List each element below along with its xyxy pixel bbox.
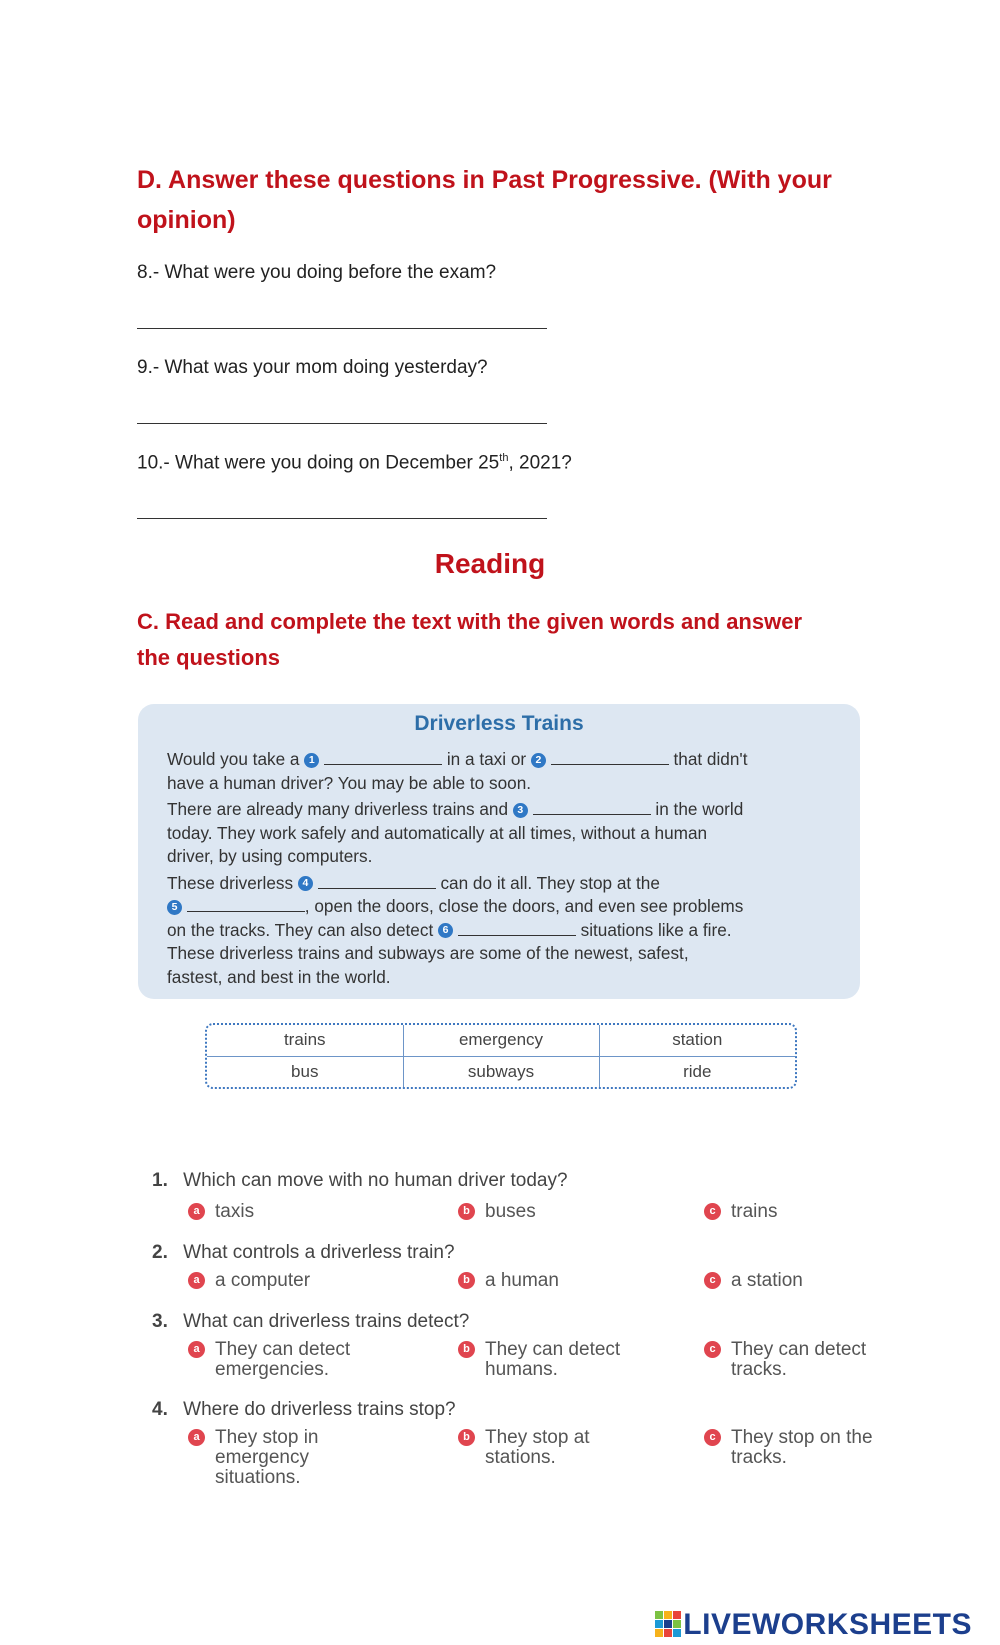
section-d-heading-line2: opinion)	[137, 206, 236, 234]
blank-6[interactable]	[458, 921, 576, 936]
option-letter-icon: a	[188, 1203, 205, 1220]
option-letter-icon: b	[458, 1429, 475, 1446]
card-p3f: These driverless trains and subways are some of the newest, safest,	[167, 943, 689, 963]
card-p3d: on the tracks. They can also detect	[167, 919, 434, 940]
blank-4[interactable]	[318, 874, 436, 889]
mc-option[interactable]	[709, 1427, 931, 1468]
mc-option[interactable]	[709, 1339, 921, 1380]
card-p3e: situations like a fire.	[580, 919, 732, 940]
word-bank	[205, 1023, 797, 1089]
mc-question-4	[152, 1399, 456, 1421]
mc-option-text: taxis	[215, 1201, 255, 1222]
card-p3b: can do it all. They stop at the	[440, 872, 660, 893]
option-letter-icon: b	[458, 1272, 475, 1289]
mc-option[interactable]	[193, 1427, 365, 1488]
mc-question-text: What controls a driverless train?	[183, 1242, 455, 1263]
mc-question-2	[152, 1242, 455, 1264]
mc-question-1	[152, 1170, 568, 1192]
card-p3c: , open the doors, close the doors, and even see problems	[304, 896, 744, 916]
mc-option-text: a computer	[215, 1270, 311, 1291]
reading-title: Reading	[434, 548, 546, 579]
card-p3a: These driverless	[167, 872, 294, 893]
blank-marker-6: 6	[438, 923, 453, 938]
mc-option[interactable]	[193, 1339, 400, 1380]
question-10-sup: th	[499, 452, 509, 464]
mc-option-text: They stop on the tracks.	[731, 1427, 873, 1468]
liveworksheets-logo	[655, 1608, 972, 1642]
option-letter-icon: c	[704, 1203, 721, 1220]
card-p1c: that didn't	[673, 749, 748, 769]
card-p2d: driver, by using computers.	[167, 846, 373, 866]
blank-marker-2: 2	[531, 753, 546, 768]
card-p3g: fastest, and best in the world.	[167, 966, 391, 987]
mc-option-text: They can detect tracks.	[731, 1339, 867, 1380]
blank-marker-5: 5	[167, 900, 182, 915]
question-9: 9.- What was your mom doing yesterday?	[137, 357, 488, 378]
card-p1d: have a human driver? You may be able to soon.	[167, 772, 532, 793]
mc-option-text: They stop at stations.	[485, 1427, 590, 1468]
mc-question-num: 1.	[152, 1170, 168, 1191]
mc-option[interactable]	[463, 1201, 685, 1222]
section-d-heading	[137, 160, 832, 240]
blank-3[interactable]	[533, 800, 651, 815]
mc-option-text: trains	[731, 1201, 778, 1222]
card-text	[167, 748, 847, 992]
option-letter-icon: a	[188, 1272, 205, 1289]
mc-option[interactable]	[709, 1201, 931, 1222]
option-letter-icon: a	[188, 1341, 205, 1358]
mc-option[interactable]	[193, 1270, 415, 1291]
blank-marker-4: 4	[298, 876, 313, 891]
mc-question-num: 3.	[152, 1311, 168, 1332]
question-10-text-end: , 2021?	[508, 452, 572, 474]
option-letter-icon: c	[704, 1429, 721, 1446]
option-letter-icon: a	[188, 1429, 205, 1446]
blank-marker-1: 1	[304, 753, 319, 768]
card-p2b: in the world	[655, 799, 744, 819]
mc-option[interactable]	[193, 1201, 415, 1222]
mc-option-text: a human	[485, 1270, 559, 1291]
reading-heading	[137, 604, 802, 676]
mc-question-text: Which can move with no human driver today?	[183, 1170, 568, 1191]
word-bank-cell: trains	[207, 1025, 403, 1056]
card-p1b: in a taxi or	[446, 749, 527, 769]
mc-option[interactable]	[463, 1270, 685, 1291]
mc-option-text: They stop in emergency situations.	[215, 1427, 319, 1488]
option-letter-icon: c	[704, 1341, 721, 1358]
word-bank-cell: subways	[403, 1056, 599, 1087]
word-bank-cell: station	[599, 1025, 795, 1056]
mc-option-text: They can detect emergencies.	[215, 1339, 351, 1380]
liveworksheets-brand: LIVEWORKSHEETS	[683, 1608, 972, 1641]
word-bank-cell: emergency	[403, 1025, 599, 1056]
blank-1[interactable]	[324, 750, 442, 765]
reading-card	[138, 704, 860, 999]
blank-5[interactable]	[187, 897, 305, 912]
question-10	[137, 452, 572, 474]
mc-option-text: a station	[731, 1270, 803, 1291]
question-8: 8.- What were you doing before the exam?	[137, 262, 497, 283]
mc-question-num: 4.	[152, 1399, 168, 1420]
card-p2c: today. They work safely and automatically at all times, without a human	[167, 822, 708, 843]
reading-heading-line1: C. Read and complete the text with the given words and answer	[137, 609, 803, 634]
card-p1a: Would you take a	[167, 749, 300, 769]
reading-heading-line2: the questions	[137, 645, 281, 670]
card-p2a: There are already many driverless trains and	[167, 799, 509, 819]
mc-question-text: What can driverless trains detect?	[183, 1311, 470, 1332]
word-bank-cell: ride	[599, 1056, 795, 1087]
mc-question-3	[152, 1311, 469, 1333]
blank-marker-3: 3	[513, 803, 528, 818]
mc-option[interactable]	[709, 1270, 931, 1291]
option-letter-icon: c	[704, 1272, 721, 1289]
option-letter-icon: b	[458, 1203, 475, 1220]
section-d-heading-line1: D. Answer these questions in Past Progressive. (With your	[137, 166, 832, 194]
answer-line-9[interactable]	[137, 423, 547, 424]
mc-question-num: 2.	[152, 1242, 168, 1263]
answer-line-8[interactable]	[137, 328, 547, 329]
mc-option[interactable]	[463, 1339, 670, 1380]
question-10-text: 10.- What were you doing on December 25	[137, 452, 500, 474]
word-bank-cell: bus	[207, 1056, 403, 1087]
option-letter-icon: b	[458, 1341, 475, 1358]
liveworksheets-logo-icon	[655, 1611, 681, 1637]
mc-question-text: Where do driverless trains stop?	[183, 1399, 456, 1420]
mc-option-text: They can detect humans.	[485, 1339, 621, 1380]
card-title: Driverless Trains	[414, 712, 584, 735]
mc-option[interactable]	[463, 1427, 650, 1468]
blank-2[interactable]	[551, 750, 669, 765]
mc-option-text: buses	[485, 1201, 536, 1222]
answer-line-10[interactable]	[137, 518, 547, 519]
